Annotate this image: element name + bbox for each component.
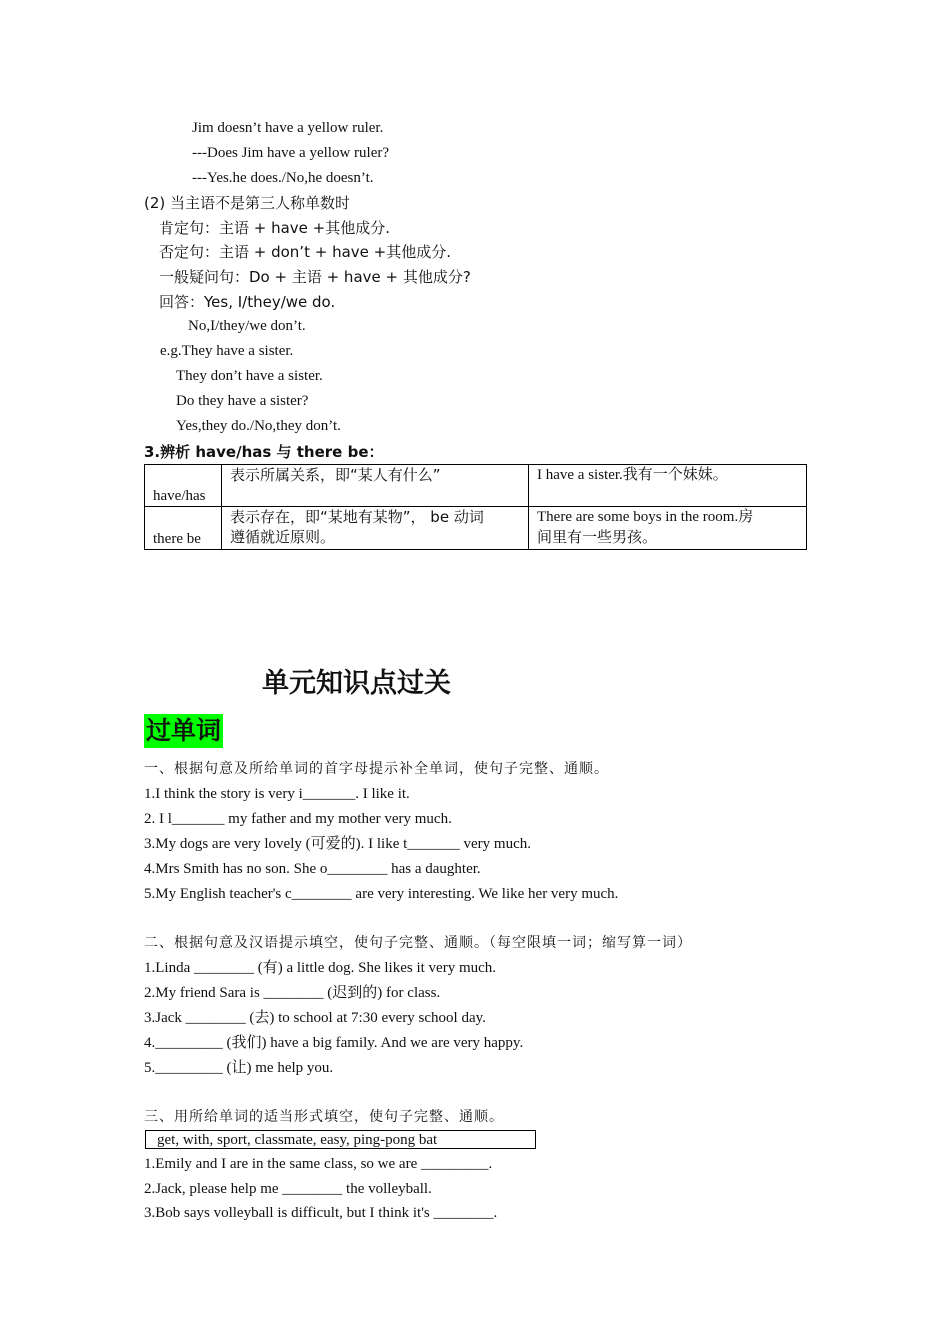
part3-instruction: 三、用所给单词的适当形式填空，使句子完整、通顺。 (144, 1109, 504, 1125)
eg-line-1: e.g.They have a sister. (160, 343, 294, 359)
table-cell-example-text: I have a sister.我有一个妹妹。 (537, 467, 728, 483)
part2-item-4: 4._________ (我们) have a big family. And we are very happy. (144, 1035, 524, 1051)
eg-line-2: They don’t have a sister. (176, 368, 323, 384)
answer-rule-2: No,I/they/we don’t. (188, 318, 306, 334)
table-cell-meaning-line-1: 表示存在，即“某地有某物”， be 动词 (230, 508, 484, 526)
example-line-3: ---Yes.he does./No,he doesn’t. (192, 170, 374, 186)
table-row (145, 507, 807, 550)
word-box: get, with, sport, classmate, easy, ping-pong bat (145, 1130, 536, 1149)
comparison-table (144, 464, 807, 550)
highlight-heading: 过单词 (144, 714, 223, 748)
part2-instruction: 二、根据句意及汉语提示填空，使句子完整、通顺。（每空限填一词；缩写算一词） (144, 935, 692, 951)
table-row (145, 465, 807, 507)
part1-item-2: 2. I l_______ my father and my mother very much. (144, 811, 452, 827)
part1-instruction: 一、根据句意及所给单词的首字母提示补全单词，使句子完整、通顺。 (144, 761, 609, 777)
part1-item-5: 5.My English teacher's c________ are very interesting. We like her very much. (144, 886, 619, 902)
example-line-2: ---Does Jim have a yellow ruler? (192, 145, 390, 161)
table-cell-meaning: 表示所属关系，即“某人有什么” (222, 465, 529, 507)
table-cell-meaning-line-2: 遵循就近原则。 (230, 528, 336, 546)
eg-line-3: Do they have a sister? (176, 393, 309, 409)
part3-item-2: 2.Jack, please help me ________ the volleyball. (144, 1181, 432, 1197)
table-cell-example-line-2: 间里有一些男孩。 (537, 528, 658, 546)
answer-rule-1: 回答：Yes, I/they/we do. (159, 293, 336, 311)
table-cell-example (529, 465, 807, 507)
negative-rule: 否定句：主语 + don’t + have +其他成分. (159, 243, 451, 261)
part3-item-1: 1.Emily and I are in the same class, so we are _________. (144, 1156, 493, 1172)
part1-item-3: 3.My dogs are very lovely (可爱的). I like t_______ very much. (144, 836, 532, 852)
part3-item-3: 3.Bob says volleyball is difficult, but I think it's ________. (144, 1205, 498, 1221)
table-cell-example-line-1: There are some boys in the room.房 (537, 509, 754, 525)
part1-item-4: 4.Mrs Smith has no son. She o________ has a daughter. (144, 861, 481, 877)
example-line-1: Jim doesn’t have a yellow ruler. (192, 120, 384, 136)
part2-item-2: 2.My friend Sara is ________ (迟到的) for class. (144, 985, 441, 1001)
part2-item-3: 3.Jack ________ (去) to school at 7:30 every school day. (144, 1010, 486, 1026)
section3-heading: 3.辨析 have/has 与 there be： (144, 443, 384, 461)
review-title: 单元知识点过关 (262, 668, 451, 699)
table-cell-example (529, 507, 807, 550)
affirmative-rule: 肯定句：主语 + have +其他成分. (159, 219, 391, 237)
table-cell-term: have/has (145, 465, 222, 507)
part2-item-5: 5._________ (让) me help you. (144, 1060, 334, 1076)
part2-item-1: 1.Linda ________ (有) a little dog. She likes it very much. (144, 960, 497, 976)
table-cell-meaning (222, 507, 529, 550)
case2-heading: (2) 当主语不是第三人称单数时 (144, 194, 351, 212)
eg-line-4: Yes,they do./No,they don’t. (176, 418, 341, 434)
part1-item-1: 1.I think the story is very i_______. I like it. (144, 786, 410, 802)
table-cell-term: there be (145, 507, 222, 550)
question-rule: 一般疑问句：Do + 主语 + have + 其他成分? (159, 268, 471, 286)
